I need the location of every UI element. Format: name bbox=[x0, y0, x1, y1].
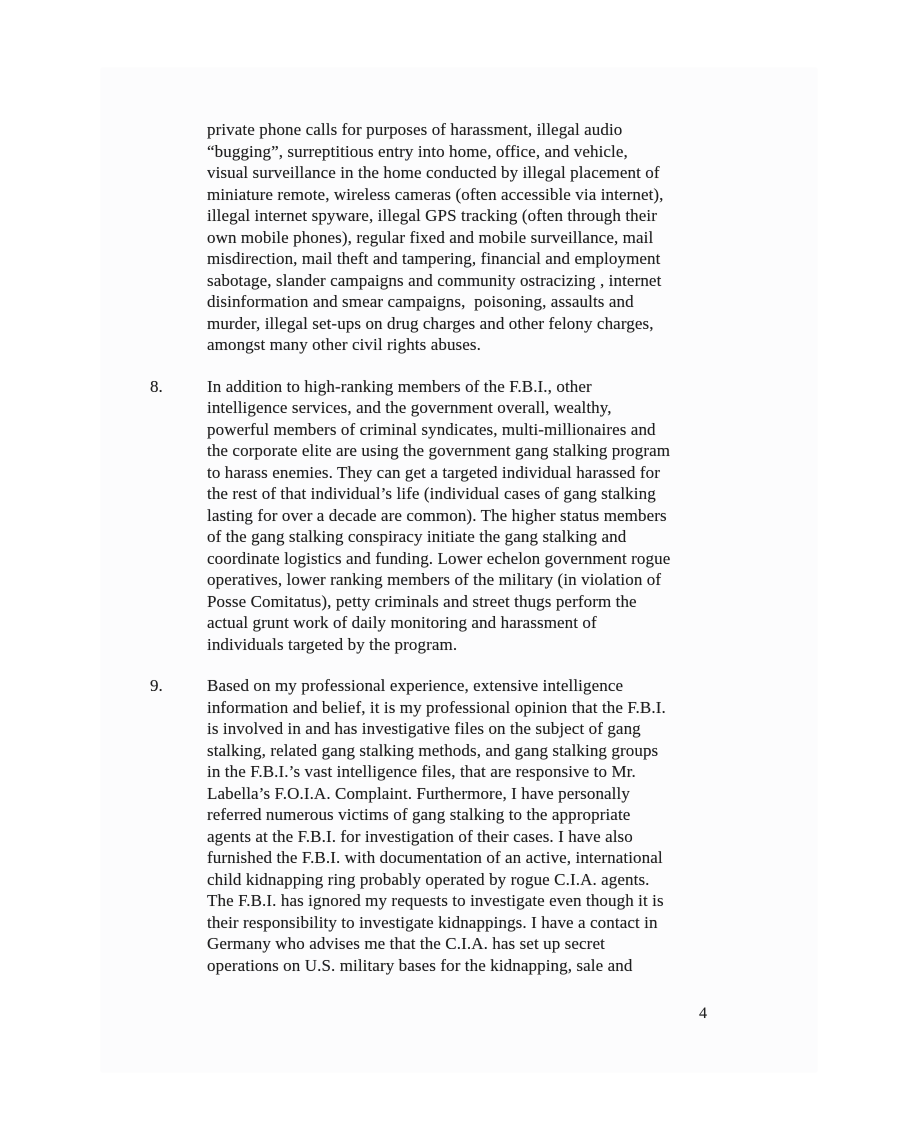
text-line: agents at the F.B.I. for investigation of their cases. I have also bbox=[207, 826, 633, 846]
text-line: child kidnapping ring probably operated by rogue C.I.A. agents. bbox=[207, 869, 650, 889]
text-line: referred numerous victims of gang stalking to the appropriate bbox=[207, 805, 631, 824]
text-line: powerful members of criminal syndicates, multi-millionaires and bbox=[207, 419, 656, 439]
text-line: furnished the F.B.I. with documentation of an active, international bbox=[207, 848, 663, 867]
numbered-paragraph bbox=[150, 376, 719, 656]
text-line: actual grunt work of daily monitoring and harassment of bbox=[207, 613, 597, 632]
text-line: visual surveillance in the home conducted by illegal placement of bbox=[207, 163, 660, 182]
text-line: intelligence services, and the government overall, wealthy, bbox=[207, 398, 612, 417]
text-line: private phone calls for purposes of harassment, illegal audio bbox=[207, 120, 623, 139]
text-line: in the F.B.I.’s vast intelligence files, that are responsive to Mr. bbox=[207, 762, 636, 781]
text-line: “bugging”, surreptitious entry into home, office, and vehicle, bbox=[207, 141, 628, 161]
text-line: individuals targeted by the program. bbox=[207, 634, 458, 654]
document-page bbox=[101, 68, 817, 1072]
text-line: The F.B.I. has ignored my requests to investigate even though it is bbox=[207, 891, 664, 910]
text-line: own mobile phones), regular fixed and mobile surveillance, mail bbox=[207, 227, 654, 247]
continuation-paragraph bbox=[150, 119, 719, 356]
text-line: to harass enemies. They can get a targeted individual harassed for bbox=[207, 462, 661, 482]
text-line: information and belief, it is my professional opinion that the F.B.I. bbox=[207, 697, 666, 717]
document-text-block bbox=[150, 119, 719, 976]
paragraph-body bbox=[207, 675, 719, 976]
text-line: stalking, related gang stalking methods, and gang stalking groups bbox=[207, 740, 659, 760]
text-line: the corporate elite are using the government gang stalking program bbox=[207, 441, 671, 460]
text-line: coordinate logistics and funding. Lower echelon government rogue bbox=[207, 548, 671, 568]
text-line: lasting for over a decade are common). The higher status members bbox=[207, 505, 667, 525]
text-line: miniature remote, wireless cameras (often accessible via internet), bbox=[207, 184, 664, 204]
paragraph-body bbox=[207, 376, 719, 656]
paragraph-body bbox=[207, 119, 719, 356]
page-number: 4 bbox=[699, 1005, 707, 1022]
text-line: sabotage, slander campaigns and community ostracizing , internet bbox=[207, 270, 662, 290]
text-line: Posse Comitatus), petty criminals and street thugs perform the bbox=[207, 591, 637, 611]
paragraph-number: 9. bbox=[150, 676, 163, 695]
text-line: Germany who advises me that the C.I.A. has set up secret bbox=[207, 934, 605, 953]
text-line: disinformation and smear campaigns, poisoning, assaults and bbox=[207, 292, 634, 311]
text-line: illegal internet spyware, illegal GPS tracking (often through their bbox=[207, 206, 657, 225]
text-line: operations on U.S. military bases for the kidnapping, sale and bbox=[207, 955, 633, 975]
text-line: misdirection, mail theft and tampering, financial and employment bbox=[207, 249, 661, 268]
text-line: of the gang stalking conspiracy initiate the gang stalking and bbox=[207, 527, 627, 546]
text-line: operatives, lower ranking members of the military (in violation of bbox=[207, 570, 662, 589]
text-line: murder, illegal set-ups on drug charges and other felony charges, bbox=[207, 313, 654, 333]
text-line: the rest of that individual’s life (individual cases of gang stalking bbox=[207, 484, 656, 503]
text-line: Labella’s F.O.I.A. Complaint. Furthermore, I have personally bbox=[207, 783, 630, 803]
text-line: is involved in and has investigative files on the subject of gang bbox=[207, 719, 641, 738]
numbered-paragraph bbox=[150, 675, 719, 976]
text-line: amongst many other civil rights abuses. bbox=[207, 335, 481, 354]
text-line: In addition to high-ranking members of the F.B.I., other bbox=[207, 376, 592, 396]
text-line: their responsibility to investigate kidnappings. I have a contact in bbox=[207, 912, 658, 932]
text-line: Based on my professional experience, extensive intelligence bbox=[207, 676, 624, 695]
paragraph-number: 8. bbox=[150, 376, 163, 396]
